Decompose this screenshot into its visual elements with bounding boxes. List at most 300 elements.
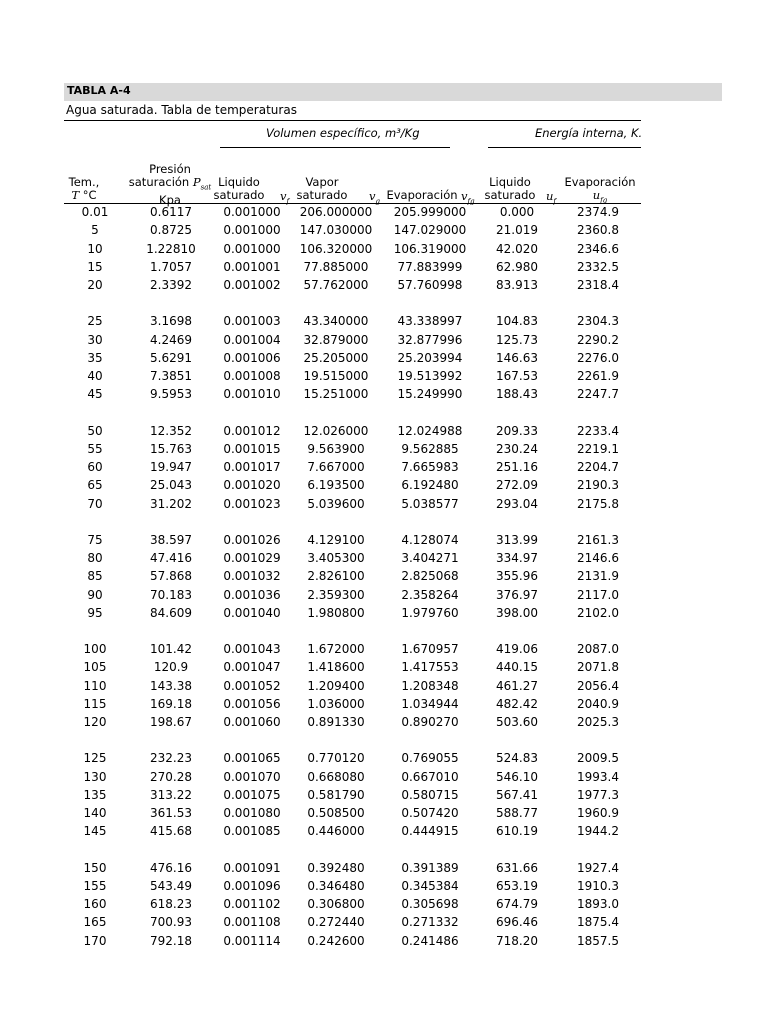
table-row [0,859,768,877]
table-row [0,531,768,549]
cell-psat: 2.3392 [150,278,192,292]
cell-vf: 0.001043 [223,642,281,656]
cell-temperature: 65 [87,478,103,493]
cell-vf: 0.001091 [223,860,281,875]
cell-uf: 546.10 [496,769,538,784]
table-row [0,586,768,604]
table-row [0,312,768,330]
cell-temperature: 80 [87,551,103,565]
cell-vf: 0.001001 [223,259,281,274]
volume-group-rule [220,147,450,148]
cell-uf: 588.77 [496,806,538,820]
cell-temperature: 160 [83,897,107,911]
header-vg [292,176,352,202]
cell-vfg: 0.305698 [401,897,459,911]
table-row [0,677,768,695]
cell-vf: 0.001010 [223,387,281,402]
cell-vf: 0.001102 [223,897,281,911]
header-psat-unit: Kpa [159,193,181,208]
cell-temperature: 50 [87,423,103,438]
cell-temperature: 165 [83,915,107,930]
cell-vg: 9.563900 [307,441,365,456]
cell-vf: 0.001017 [223,460,281,474]
cell-vfg: 0.444915 [401,824,459,839]
table-row [0,713,768,731]
header-temperature [62,176,106,202]
cell-vf: 0.001023 [223,496,281,511]
cell-ufg: 2131.9 [577,569,619,584]
header-vg-line2: saturado [296,188,348,202]
cell-vg: 0.770120 [307,751,365,766]
table-row [0,768,768,786]
cell-psat: 415.68 [150,824,192,839]
cell-vg: 1.209400 [307,678,365,693]
cell-vfg: 0.890270 [401,715,459,729]
cell-psat: 120.9 [153,660,189,675]
cell-vf: 0.001012 [223,423,281,438]
header-ufg-symbol: $u_{fg}$ [592,188,608,205]
cell-psat: 198.67 [150,715,192,729]
cell-uf: 610.19 [496,824,538,839]
cell-temperature: 130 [83,769,107,784]
cell-temperature: 70 [87,496,103,511]
cell-uf: 674.79 [496,897,538,911]
table-row [0,895,768,913]
cell-psat: 232.23 [150,751,192,766]
cell-vf: 0.001029 [223,551,281,565]
cell-vf: 0.001096 [223,878,281,893]
cell-uf: 482.42 [496,696,538,711]
header-uf-symbol: $u_f$ [546,189,557,206]
cell-psat: 25.043 [150,478,192,493]
cell-uf: 230.24 [496,441,538,456]
table-row [0,495,768,513]
cell-psat: 70.183 [150,587,192,602]
cell-psat: 3.1698 [150,314,192,329]
cell-ufg: 2360.8 [577,223,619,238]
cell-vfg: 0.769055 [401,751,459,766]
cell-ufg: 2071.8 [577,660,619,675]
cell-uf: 125.73 [496,332,538,347]
cell-vg: 4.129100 [307,532,365,547]
cell-vg: 0.242600 [307,933,365,948]
cell-vfg: 32.877996 [397,332,463,347]
header-temp-unit: °C [82,188,97,202]
cell-ufg: 2056.4 [577,678,619,693]
header-vf-line2: saturado [213,188,265,202]
table-row [0,913,768,931]
cell-vg: 5.039600 [307,496,365,511]
cell-ufg: 2204.7 [577,460,619,474]
cell-vfg: 0.667010 [401,769,459,784]
cell-ufg: 1993.4 [577,769,619,784]
table-row [0,749,768,767]
cell-psat: 84.609 [150,605,192,620]
cell-vfg: 7.665983 [401,460,459,474]
header-uf [480,176,540,202]
cell-temperature: 20 [87,278,103,292]
header-ufg-line1: Evaporación [564,175,636,189]
table-row [0,422,768,440]
cell-vg: 12.026000 [303,423,369,438]
cell-vf: 0.001075 [223,787,281,802]
cell-temperature: 25 [87,314,103,329]
cell-ufg: 1977.3 [577,787,619,802]
cell-temperature: 10 [87,241,103,256]
header-temp-line1: Tem., [68,175,100,189]
cell-ufg: 2374.9 [577,205,619,219]
cell-vfg: 0.241486 [401,933,459,948]
cell-uf: 167.53 [496,369,538,383]
table-row [0,804,768,822]
cell-vg: 19.515000 [303,369,369,383]
cell-psat: 618.23 [150,897,192,911]
cell-temperature: 75 [87,532,103,547]
cell-vf: 0.001000 [223,241,281,256]
cell-temperature: 140 [83,806,107,820]
cell-vfg: 1.034944 [401,696,459,711]
header-vf-line1: Liquido [218,175,260,189]
cell-ufg: 2332.5 [577,259,619,274]
cell-vf: 0.001052 [223,678,281,693]
cell-temperature: 45 [87,387,103,402]
cell-uf: 653.19 [496,878,538,893]
cell-vfg: 1.417553 [401,660,459,675]
cell-temperature: 15 [87,259,103,274]
cell-vfg: 1.670957 [401,642,459,656]
cell-vg: 1.036000 [307,696,365,711]
cell-vf: 0.001036 [223,587,281,602]
cell-temperature: 5 [91,223,99,238]
cell-vg: 25.205000 [303,350,369,365]
cell-vg: 106.320000 [299,241,373,256]
cell-ufg: 2346.6 [577,241,619,256]
table-row [0,822,768,840]
cell-uf: 334.97 [496,551,538,565]
cell-vfg: 15.249990 [397,387,463,402]
cell-vf: 0.001026 [223,532,281,547]
table-row [0,349,768,367]
cell-uf: 419.06 [496,642,538,656]
header-vfg-line1: Evaporación [386,188,458,202]
cell-uf: 355.96 [496,569,538,584]
cell-temperature: 105 [83,660,107,675]
cell-temperature: 30 [87,332,103,347]
cell-psat: 543.49 [150,878,192,893]
cell-psat: 0.8725 [150,223,192,238]
cell-vf: 0.001065 [223,751,281,766]
cell-psat: 47.416 [150,551,192,565]
cell-vg: 6.193500 [307,478,365,493]
cell-vfg: 0.580715 [401,787,459,802]
cell-vg: 206.000000 [299,205,373,219]
table-row [0,877,768,895]
cell-psat: 1.7057 [150,259,192,274]
table-row [0,221,768,239]
cell-uf: 313.99 [496,532,538,547]
cell-uf: 83.913 [496,278,538,292]
energy-group-rule [488,147,641,148]
header-vg-symbol: $v_g$ [369,189,380,206]
cell-temperature: 135 [83,787,107,802]
cell-psat: 4.2469 [150,332,192,347]
cell-psat: 9.5953 [150,387,192,402]
cell-vg: 7.667000 [307,460,365,474]
cell-ufg: 2102.0 [577,605,619,620]
table-title-bar [64,83,722,101]
cell-vg: 0.446000 [307,824,365,839]
cell-ufg: 2117.0 [577,587,619,602]
table-row [0,476,768,494]
cell-vf: 0.001008 [223,369,281,383]
cell-vf: 0.001085 [223,824,281,839]
header-psat-line1: Presión [149,162,191,176]
cell-vg: 3.405300 [307,551,365,565]
cell-ufg: 2233.4 [577,423,619,438]
table-row [0,240,768,258]
cell-temperature: 35 [87,350,103,365]
cell-vfg: 6.192480 [401,478,459,493]
cell-vf: 0.001004 [223,332,281,347]
cell-ufg: 2276.0 [577,350,619,365]
cell-uf: 696.46 [496,915,538,930]
table-row [0,932,768,950]
cell-vg: 57.762000 [303,278,369,292]
cell-vfg: 9.562885 [401,441,459,456]
table-row [0,331,768,349]
cell-ufg: 2009.5 [577,751,619,766]
cell-vf: 0.001002 [223,278,281,292]
header-uf-line1: Liquido [489,175,531,189]
cell-ufg: 2146.6 [577,551,619,565]
cell-uf: 21.019 [496,223,538,238]
cell-vg: 2.359300 [307,587,365,602]
cell-vfg: 1.979760 [401,605,459,620]
table-row [0,567,768,585]
table-row [0,549,768,567]
cell-psat: 700.93 [150,915,192,930]
table-row [0,695,768,713]
cell-temperature: 90 [87,587,103,602]
cell-temperature: 55 [87,441,103,456]
cell-psat: 1.22810 [146,241,196,256]
cell-ufg: 2161.3 [577,532,619,547]
cell-temperature: 85 [87,569,103,584]
header-vf [211,176,267,202]
cell-vf: 0.001040 [223,605,281,620]
top-rule [64,120,641,121]
cell-vg: 1.672000 [307,642,365,656]
cell-ufg: 2219.1 [577,441,619,456]
cell-vfg: 19.513992 [397,369,463,383]
table-row [0,258,768,276]
cell-vfg: 0.345384 [401,878,459,893]
cell-psat: 0.6117 [150,205,192,219]
volume-group-header: Volumen específico, m³/Kg [266,126,420,140]
cell-vg: 2.826100 [307,569,365,584]
cell-psat: 7.3851 [150,369,192,383]
header-temp-symbol: T [71,188,80,202]
cell-temperature: 170 [83,933,107,948]
cell-uf: 503.60 [496,715,538,729]
cell-vg: 32.879000 [303,332,369,347]
cell-vfg: 147.029000 [393,223,467,238]
cell-uf: 718.20 [496,933,538,948]
cell-vfg: 1.208348 [401,678,459,693]
cell-uf: 631.66 [496,860,538,875]
header-vfg [385,189,459,202]
cell-psat: 169.18 [150,696,192,711]
header-psat-symbol: P [192,175,201,189]
cell-vfg: 0.271332 [401,915,459,930]
cell-psat: 792.18 [150,933,192,948]
cell-vf: 0.001020 [223,478,281,493]
cell-vfg: 25.203994 [397,350,463,365]
cell-vf: 0.001070 [223,769,281,784]
cell-vfg: 0.507420 [401,806,459,820]
cell-uf: 0.000 [499,205,535,219]
cell-vf: 0.001080 [223,806,281,820]
cell-ufg: 2175.8 [577,496,619,511]
cell-vfg: 12.024988 [397,423,463,438]
cell-temperature: 40 [87,369,103,383]
cell-ufg: 2261.9 [577,369,619,383]
table-row [0,385,768,403]
cell-vf: 0.001056 [223,696,281,711]
cell-uf: 376.97 [496,587,538,602]
cell-vg: 43.340000 [303,314,369,329]
cell-psat: 57.868 [150,569,192,584]
cell-ufg: 1927.4 [577,860,619,875]
cell-temperature: 60 [87,460,103,474]
cell-uf: 62.980 [496,259,538,274]
cell-vfg: 0.391389 [401,860,459,875]
cell-temperature: 100 [83,642,107,656]
cell-vf: 0.001032 [223,569,281,584]
cell-vfg: 2.358264 [401,587,459,602]
cell-ufg: 1857.5 [577,933,619,948]
table-row [0,276,768,294]
cell-vfg: 2.825068 [401,569,459,584]
cell-vg: 147.030000 [299,223,373,238]
cell-temperature: 115 [83,696,107,711]
cell-vg: 0.346480 [307,878,365,893]
cell-ufg: 2190.3 [577,478,619,493]
cell-ufg: 2025.3 [577,715,619,729]
table-subtitle: Agua saturada. Tabla de temperaturas [66,103,297,117]
table-row [0,604,768,622]
energy-group-header: Energía interna, K. [535,126,643,140]
header-psat-sub: sat [200,183,212,192]
cell-vf: 0.001060 [223,715,281,729]
cell-ufg: 1944.2 [577,824,619,839]
cell-uf: 104.83 [496,314,538,329]
cell-vg: 15.251000 [303,387,369,402]
cell-uf: 42.020 [496,241,538,256]
cell-temperature: 95 [87,605,103,620]
cell-ufg: 1893.0 [577,897,619,911]
cell-psat: 476.16 [150,860,192,875]
cell-psat: 101.42 [150,642,192,656]
cell-vfg: 3.404271 [401,551,459,565]
cell-ufg: 2318.4 [577,278,619,292]
cell-psat: 5.6291 [150,350,192,365]
table-row [0,658,768,676]
cell-psat: 12.352 [150,423,192,438]
cell-psat: 19.947 [150,460,192,474]
cell-vg: 77.885000 [303,259,369,274]
cell-psat: 313.22 [150,787,192,802]
table-row [0,367,768,385]
cell-vf: 0.001003 [223,314,281,329]
cell-ufg: 2247.7 [577,387,619,402]
cell-vfg: 106.319000 [393,241,467,256]
cell-vg: 0.891330 [307,715,365,729]
cell-uf: 440.15 [496,660,538,675]
cell-temperature: 0.01 [81,205,109,219]
cell-uf: 524.83 [496,751,538,766]
cell-temperature: 145 [83,824,107,839]
cell-vf: 0.001108 [223,915,281,930]
table-row [0,640,768,658]
cell-vg: 0.581790 [307,787,365,802]
cell-vg: 1.980800 [307,605,365,620]
cell-psat: 38.597 [150,532,192,547]
cell-temperature: 125 [83,751,107,766]
cell-temperature: 150 [83,860,107,875]
header-psat-line2: saturación [128,175,190,189]
cell-vfg: 77.883999 [397,259,463,274]
cell-vg: 1.418600 [307,660,365,675]
cell-uf: 398.00 [496,605,538,620]
cell-psat: 15.763 [150,441,192,456]
cell-uf: 209.33 [496,423,538,438]
header-uf-line2: saturado [484,188,536,202]
cell-psat: 31.202 [150,496,192,511]
cell-uf: 251.16 [496,460,538,474]
table-row [0,786,768,804]
cell-ufg: 2087.0 [577,642,619,656]
cell-uf: 567.41 [496,787,538,802]
cell-vg: 0.392480 [307,860,365,875]
cell-ufg: 2040.9 [577,696,619,711]
cell-temperature: 120 [83,715,107,729]
cell-vg: 0.272440 [307,915,365,930]
cell-vfg: 4.128074 [401,532,459,547]
cell-vf: 0.001000 [223,223,281,238]
cell-ufg: 1875.4 [577,915,619,930]
cell-uf: 272.09 [496,478,538,493]
cell-psat: 270.28 [150,769,192,784]
table-row [0,203,768,221]
cell-vg: 0.306800 [307,897,365,911]
cell-vf: 0.001015 [223,441,281,456]
cell-vf: 0.001114 [223,933,281,948]
cell-vfg: 205.999000 [393,205,467,219]
cell-vfg: 57.760998 [397,278,463,292]
cell-ufg: 1960.9 [577,806,619,820]
header-vfg-symbol: $v_{fg}$ [461,189,475,206]
header-vg-line1: Vapor [305,175,339,189]
cell-vf: 0.001006 [223,350,281,365]
cell-psat: 143.38 [150,678,192,693]
cell-vf: 0.001000 [223,205,281,219]
cell-ufg: 1910.3 [577,878,619,893]
table-row [0,458,768,476]
cell-uf: 293.04 [496,496,538,511]
cell-vfg: 43.338997 [397,314,463,329]
cell-temperature: 110 [83,678,107,693]
